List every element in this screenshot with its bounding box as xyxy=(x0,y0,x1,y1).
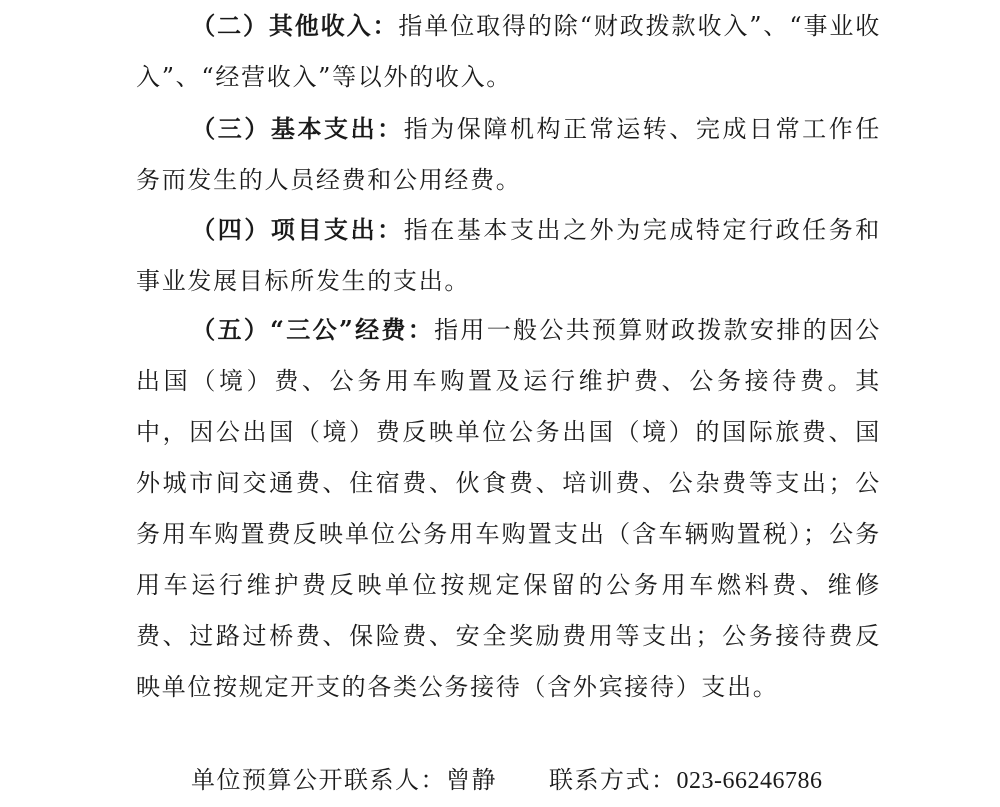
definition-term: （三）基本支出： xyxy=(191,114,404,143)
definition-term: （二）其他收入： xyxy=(191,11,399,40)
definition-term: （五）“三公”经费： xyxy=(191,315,435,344)
definition-text: 指用一般公共预算财政拨款安排的因公出国（境）费、公务用车购置及运行维护费、公务接待费。其中，因公出国（境）费反映单位公务出国（境）的国际旅费、国外城市间交通费、住宿费、伙食费、培训费、公杂费等支出；公务用车购置费反映单位公务用车购置支出（含车辆购置税）；公务用车运行维护费反映单位按规定保留的公务用车燃料费、维修费、过路过桥费、保险费、安全奖励费用等支出；公务接待费反映单位按规定开支的各类公务接待（含外宾接待）支出。 xyxy=(136,316,882,701)
definition-text: 指单位取得的除“财政拨款收入”、“事业收入”、“经营收入”等以外的收入。 xyxy=(136,12,881,91)
contact-person-label: 单位预算公开联系人： xyxy=(191,766,446,794)
definition-term: （四）项目支出： xyxy=(191,215,404,244)
definition-project-expenditure xyxy=(136,204,881,307)
contact-line xyxy=(191,760,823,801)
contact-person-name: 曾静 xyxy=(446,766,497,794)
definition-three-public-expenses xyxy=(136,304,881,713)
definition-text: 指在基本支出之外为完成特定行政任务和事业发展目标所发生的支出。 xyxy=(136,216,881,295)
definition-basic-expenditure xyxy=(136,103,881,206)
contact-phone: 023-66246786 xyxy=(676,768,823,794)
definition-other-income xyxy=(136,0,881,103)
contact-method-label: 联系方式： xyxy=(549,766,677,794)
definition-text: 指为保障机构正常运转、完成日常工作任务而发生的人员经费和公用经费。 xyxy=(136,115,881,194)
